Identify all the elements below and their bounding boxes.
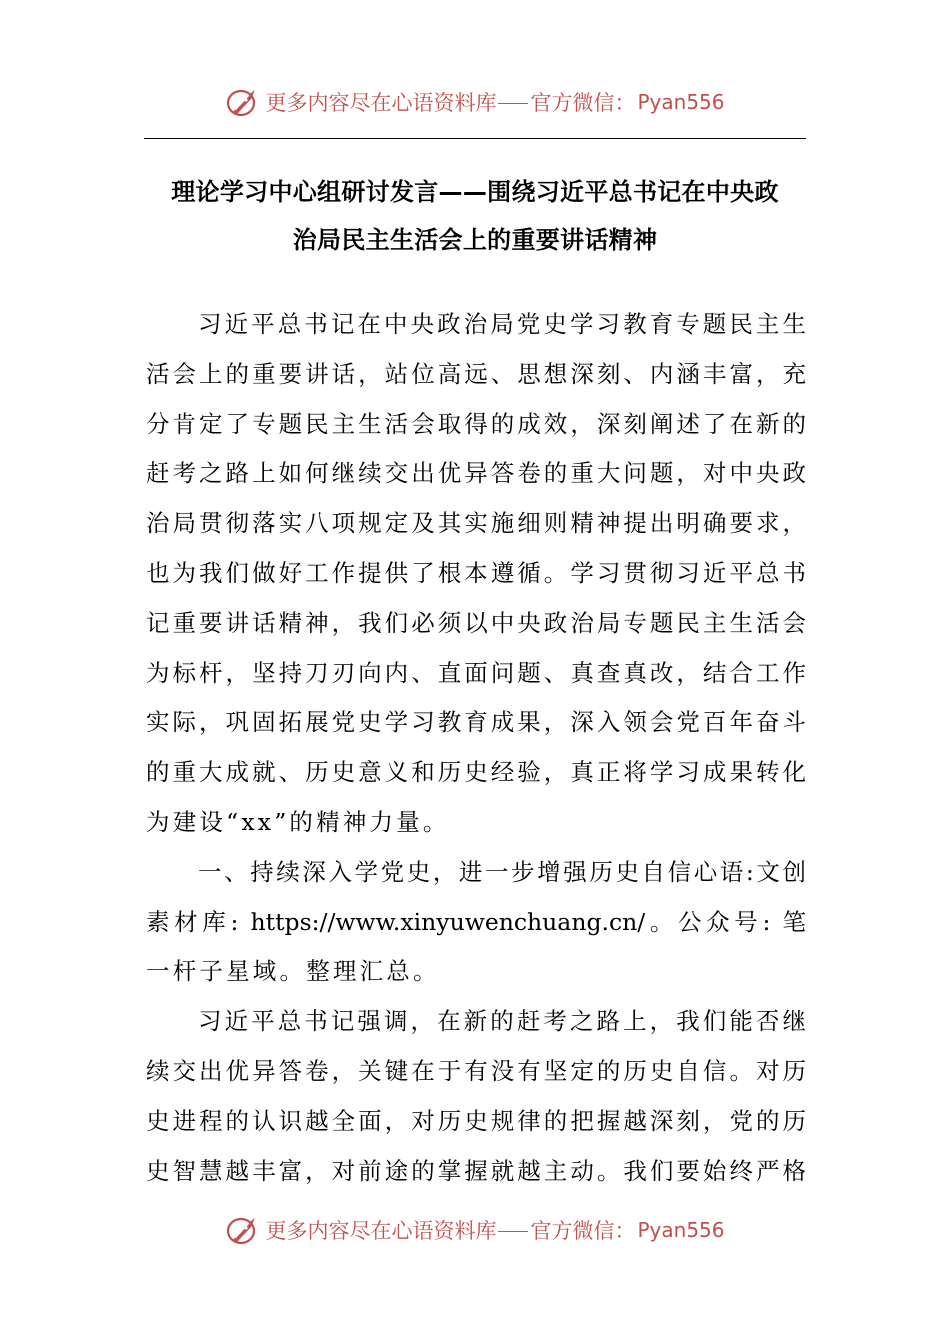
body-line: 习近平总书记在中央政治局党史学习教育专题民主生 <box>198 310 806 338</box>
footer-watermark-banner <box>0 1212 950 1248</box>
body-line: 实际，巩固拓展党史学习教育成果，深入领会党百年奋斗 <box>146 708 806 737</box>
body-line: 续交出优异答卷，关键在于有没有坚定的历史自信。对历 <box>146 1056 806 1085</box>
title-line: 理论学习中心组研讨发言——围绕习近平总书记在中央政 <box>171 178 779 206</box>
pen-nib-logo-icon <box>225 84 261 120</box>
banner-wechat-id: Pyan556 <box>637 90 725 114</box>
banner-official-label: 官方微信： <box>530 1219 636 1243</box>
body-line: 也为我们做好工作提供了根本遵循。学习贯彻习近平总书 <box>146 558 806 587</box>
body-line: 记重要讲话精神，我们必须以中央政治局专题民主生活会 <box>146 608 806 637</box>
banner-text: 更多内容尽在心语资料库 <box>265 91 497 115</box>
body-line: 为标杆，坚持刀刃向内、直面问题、真查真改，结合工作 <box>146 658 806 687</box>
title-line: 治局民主生活会上的重要讲话精神 <box>292 226 658 254</box>
banner-dash <box>498 1231 528 1232</box>
banner-wechat-id: Pyan556 <box>637 1218 725 1242</box>
banner-official-label: 官方微信： <box>530 91 636 115</box>
banner-dash <box>498 103 528 104</box>
body-line: 习近平总书记强调，在新的赶考之路上，我们能否继 <box>198 1007 806 1036</box>
body-line: 治局贯彻落实八项规定及其实施细则精神提出明确要求， <box>146 509 806 538</box>
header-watermark-banner <box>0 84 950 120</box>
section-heading-line: 一、持续深入学党史，进一步增强历史自信心语:文创 <box>198 857 806 886</box>
pen-nib-logo-icon <box>225 1212 261 1248</box>
header-rule <box>144 138 806 139</box>
body-line: 史进程的认识越全面，对历史规律的把握越深刻，党的历 <box>146 1106 806 1135</box>
banner-text: 更多内容尽在心语资料库 <box>265 1219 497 1243</box>
document-title <box>144 168 806 264</box>
body-line: 赶考之路上如何继续交出优异答卷的重大问题，对中央政 <box>146 459 806 488</box>
body-line: 分肯定了专题民主生活会取得的成效，深刻阐述了在新的 <box>146 409 806 438</box>
body-line: 活会上的重要讲话，站位高远、思想深刻、内涵丰富，充 <box>146 359 806 388</box>
body-line: 史智慧越丰富，对前途的掌握就越主动。我们要始终严格 <box>146 1156 806 1185</box>
body-line: 为建设“xx”的精神力量。 <box>146 807 450 836</box>
body-line: 的重大成就、历史意义和历史经验，真正将学习成果转化 <box>146 758 806 787</box>
body-line: 一杆子星域。整理汇总。 <box>146 957 440 986</box>
body-line: 素材库: https://www.xinyuwenchuang.cn/。公众号: 笔 <box>146 907 806 936</box>
document-body <box>146 300 806 1196</box>
